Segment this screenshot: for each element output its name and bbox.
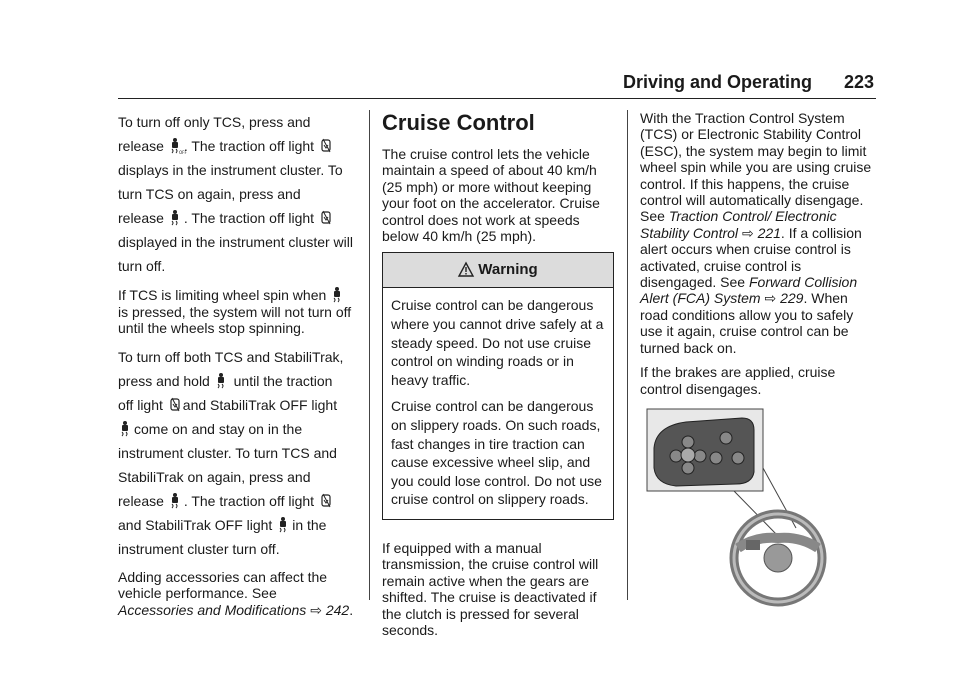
traction-off-light-icon <box>169 396 181 414</box>
text: To turn off both TCS and StabiliTrak, <box>118 348 344 365</box>
warning-triangle-icon <box>458 262 474 278</box>
text: With the Traction Control System (TCS) or Electronic Stability Control (ESC), the system may begin to limit wheel spin while you are using cruise control. If this happens, the cruise control will automatically disengage. See <box>640 110 872 225</box>
text: displayed in the instrument cluster will turn off. <box>118 234 353 274</box>
warning-title: Warning <box>478 261 538 279</box>
page-reference-arrow-icon: ⇨ <box>741 224 754 241</box>
text: come on and stay on in the instrument cluster. To turn TCS and StabiliTrak on again, press and <box>118 420 337 485</box>
cross-reference-page[interactable]: 229 <box>780 290 804 307</box>
cross-reference-link[interactable]: Accessories and Modifications <box>118 601 307 618</box>
cross-reference-page[interactable]: 242 <box>325 601 350 618</box>
warning-header <box>383 253 613 288</box>
text: Adding accessories can affect the vehicle performance. See <box>118 568 328 602</box>
text: press and hold <box>118 372 210 389</box>
cross-reference-page[interactable]: 221 <box>757 224 781 241</box>
traction-off-light-icon <box>320 209 332 227</box>
text: . <box>349 601 354 618</box>
middle-column <box>382 110 614 646</box>
traction-control-off-button-icon <box>332 286 344 304</box>
text: . When road conditions allow you to safely use it again, cruise control can be turned back on. <box>640 290 854 356</box>
paragraph <box>118 110 366 278</box>
traction-off-light-icon <box>320 492 332 510</box>
section-title: Driving and Operating <box>622 72 812 92</box>
paragraph <box>118 345 366 561</box>
traction-control-off-button-icon <box>170 209 182 227</box>
header-rule <box>118 98 876 99</box>
text: and StabiliTrak OFF light <box>182 396 338 413</box>
text: release <box>118 492 164 509</box>
column-divider <box>627 110 628 600</box>
text: and StabiliTrak OFF light <box>118 516 273 533</box>
text: . If a collision alert occurs when cruise control is activated, cruise control is disengaged. See <box>640 224 862 291</box>
page-header <box>0 72 960 98</box>
traction-control-off-button-icon <box>170 137 187 155</box>
page-reference-arrow-icon: ⇨ <box>310 601 322 618</box>
paragraph <box>640 110 876 356</box>
text: release <box>118 210 164 226</box>
text: until the traction <box>233 372 333 389</box>
stabilitrak-off-light-icon <box>120 420 132 438</box>
warning-body <box>383 288 613 519</box>
warning-box <box>382 252 614 520</box>
section-heading: Cruise Control <box>382 110 535 135</box>
text: instrument cluster turn off. <box>118 540 280 557</box>
text: is pressed, the system will not turn off until the wheels stop spinning. <box>118 304 352 337</box>
warning-paragraph: Cruise control can be dangerous on slippery roads. On such roads, fast changes in tire traction can cause excessive wheel slip, and you could lose control. Do not use cruise control on slippery roads. <box>391 398 602 508</box>
text: release <box>118 138 164 154</box>
cross-reference-link[interactable]: Traction Control/ Electronic Stability Control <box>640 208 837 241</box>
traction-control-off-button-icon <box>170 492 182 510</box>
text: displays in the instrument cluster. To turn TCS on again, press and <box>118 162 343 202</box>
paragraph <box>118 286 366 337</box>
text: . The traction off light <box>183 210 315 226</box>
text: in the <box>292 516 327 533</box>
text: off light <box>118 396 163 413</box>
traction-control-off-button-icon <box>216 372 228 390</box>
left-column <box>118 110 366 626</box>
traction-off-light-icon <box>320 137 332 155</box>
text: To turn off only TCS, press and <box>118 114 311 130</box>
text: . The traction off light <box>183 492 315 509</box>
right-column <box>640 110 876 405</box>
column-divider <box>369 110 370 600</box>
steering-wheel-controls-illustration <box>646 408 798 596</box>
text: If TCS is limiting wheel spin when <box>118 287 327 303</box>
cross-reference-link[interactable]: Forward Collision Alert (FCA) System <box>640 274 858 307</box>
paragraph <box>118 569 366 618</box>
paragraph: The cruise control lets the vehicle maintain a speed of about 40 km/h (25 mph) or more without keeping your foot on the accelerator. Cruise control does not work at speeds below 40 km/h (25 mph). <box>382 146 600 245</box>
svg-text:OFF: OFF <box>178 150 187 155</box>
page-number: 223 <box>843 72 874 92</box>
text: . The traction off light <box>183 138 315 154</box>
paragraph: If the brakes are applied, cruise control disengages. <box>640 364 836 397</box>
paragraph: If equipped with a manual transmission, the cruise control will remain active when the gears are shifted. The cruise is deactivated if the clutch is pressed for several seconds. <box>382 539 599 638</box>
stabilitrak-off-light-icon <box>278 516 290 534</box>
page-reference-arrow-icon: ⇨ <box>764 290 777 307</box>
warning-paragraph: Cruise control can be dangerous where you cannot drive safely at a steady speed. Do not use cruise control on winding roads or in heavy traffic. <box>391 297 604 388</box>
